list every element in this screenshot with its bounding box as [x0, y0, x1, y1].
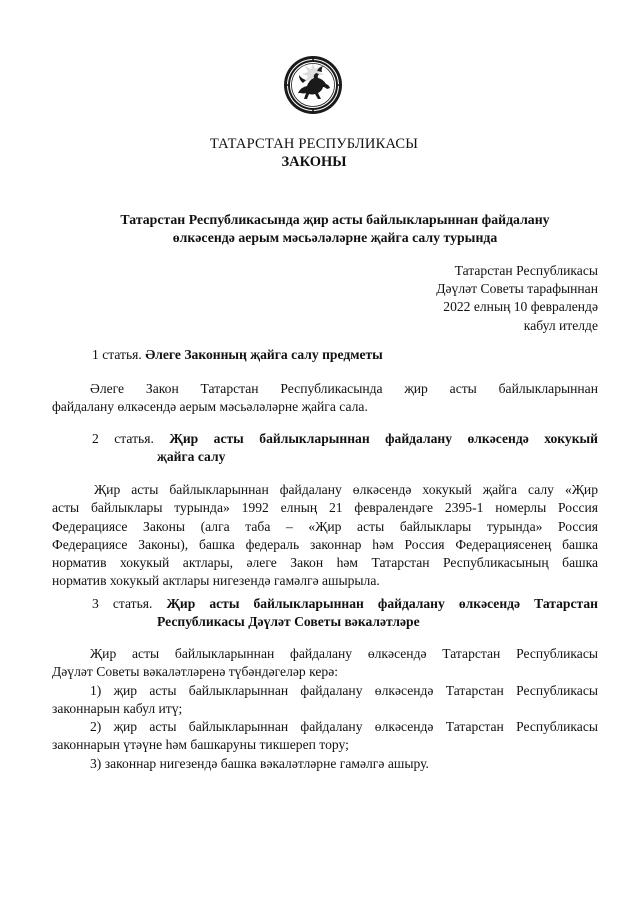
- article-3-heading: [92, 595, 598, 632]
- article-title: Әлеге Законның җайга салу предметы: [145, 347, 383, 362]
- article-title-continued: Республикасы Дәүләт Советы вәкаләтләре: [157, 614, 420, 630]
- article-title: Җир асты байлыкларыннан файдалану өлкәсендә хокукый: [169, 431, 599, 446]
- article-1-heading: [92, 346, 598, 364]
- article-number: 1 статья.: [92, 347, 142, 362]
- paragraph-line: Федерациясе Законы (алга таба – «Җир асты байлыклары турында» Россия: [52, 518, 598, 534]
- law-title-line: Татарстан Республикасында җир асты байлыкларыннан файдалану: [120, 212, 550, 227]
- article-heading-line: [92, 430, 598, 448]
- paragraph-line: асты байлыклары турында» 1992 елның 21 февралендәге 2395-1 номерлы Россия: [52, 500, 598, 516]
- article-number: 2 статья.: [92, 431, 154, 446]
- list-item-continued: законнарын кабул итү;: [52, 700, 183, 716]
- list-item-continued: законнарын үтәүне һәм башкаруны тикшереп тору;: [52, 737, 349, 753]
- article-number: 3 статья.: [92, 596, 153, 611]
- law-heading: ЗАКОНЫ: [281, 154, 347, 170]
- adoption-line: 2022 елның 10 февралендә: [443, 299, 598, 315]
- list-item: 1) җир асты байлыкларыннан файдалану өлкәсендә Татарстан Республикасы: [90, 682, 598, 698]
- paragraph-line: норматив хокукый актлары, әлеге Закон һәм Татарстан Республикасының башка: [52, 555, 598, 571]
- article-3-paragraph: [52, 645, 598, 773]
- article-title-continued: җайга салу: [157, 449, 226, 465]
- paragraph-line: Дәүләт Советы вәкаләтләренә түбәндәгеләр керә:: [52, 664, 339, 680]
- law-title: [60, 211, 610, 247]
- tatarstan-coat-of-arms-icon: [283, 55, 343, 115]
- article-2-heading: [92, 430, 598, 467]
- paragraph-line: Әлеге Закон Татарстан Республикасында җир асты байлыкларыннан: [90, 381, 598, 396]
- article-heading-line: [92, 595, 598, 613]
- list-item: 3) законнар нигезендә башка вәкаләтләрне гамәлгә ашыру.: [90, 755, 429, 771]
- paragraph-line: Җир асты байлыкларыннан файдалану өлкәсендә Татарстан Республикасы: [90, 646, 598, 661]
- paragraph-line: Җир асты байлыкларыннан файдалану өлкәсендә хокукый җайга салу «Җир: [94, 482, 598, 497]
- adoption-line: Дәүләт Советы тарафыннан: [436, 281, 598, 297]
- article-2-paragraph: [52, 481, 598, 591]
- article-title: Җир асты байлыкларыннан файдалану өлкәсендә Татарстан: [166, 596, 598, 611]
- paragraph-line: файдалану өлкәсендә аерым мәсьәләләрне җайга сала.: [52, 399, 368, 415]
- paragraph-line: Федерациясе Законы), башка федераль законнар һәм Россия Федерациясенең башка: [52, 536, 598, 552]
- article-1-paragraph: [52, 380, 598, 417]
- paragraph-line: норматив хокукый актлары нигезендә гамәлгә ашырыла.: [52, 573, 380, 589]
- adoption-line: Татарстан Республикасы: [454, 263, 598, 278]
- republic-heading: ТАТАРСТАН РЕСПУБЛИКАСЫ: [209, 136, 419, 152]
- adoption-note: [436, 262, 598, 335]
- list-item: 2) җир асты байлыкларыннан файдалану өлкәсендә Татарстан Республикасы: [90, 719, 598, 735]
- law-title-line: өлкәсендә аерым мәсьәләләрне җайга салу турында: [172, 230, 498, 245]
- adoption-line: кабул ителде: [523, 317, 598, 333]
